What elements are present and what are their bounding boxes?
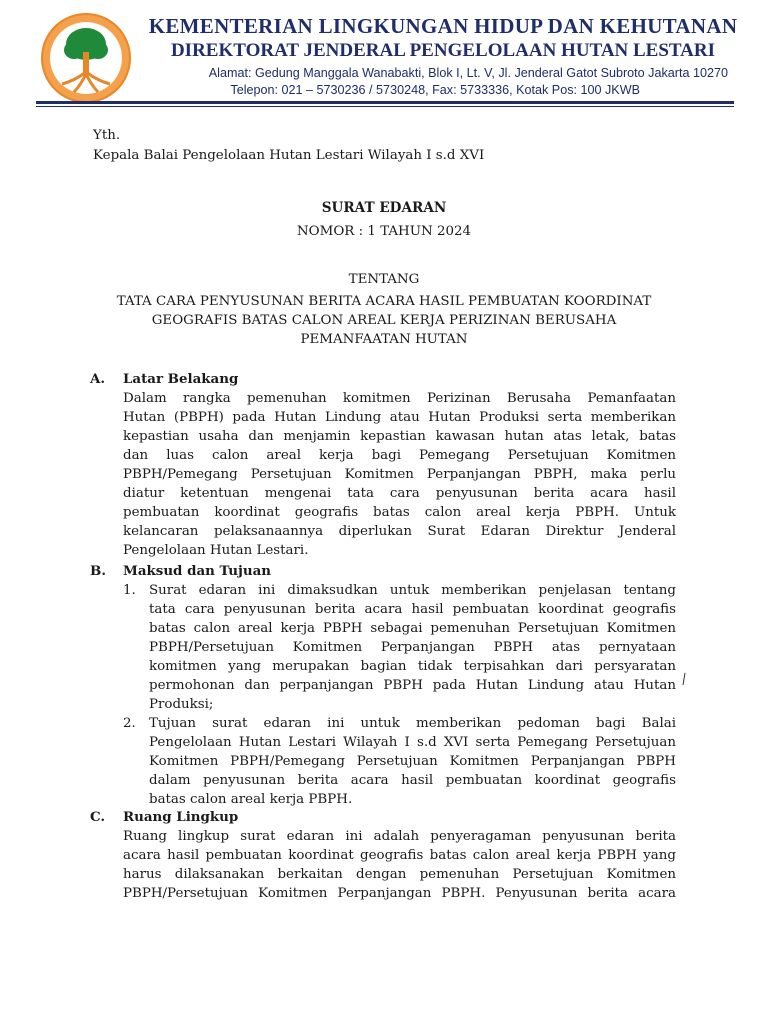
text-line: batas calon areal kerja PBPH. [149, 792, 353, 807]
document-about: TENTANG [348, 272, 420, 287]
text-line: Produksi; [149, 697, 214, 712]
text-line: Surat edaran ini dimaksudkan untuk memberikan penjelasan tentang [149, 583, 676, 598]
directorate-name: DIREKTORAT JENDERAL PENGELOLAAN HUTAN LESTARI [170, 40, 716, 61]
text-line: harus dilaksanakan berkaitan dengan pemenuhan Persetujuan Komitmen [123, 867, 676, 882]
text-line: pembuatan koordinat geografis batas calon areal kerja PBPH. Untuk [123, 505, 676, 520]
subject-line: TATA CARA PENYUSUNAN BERITA ACARA HASIL PEMBUATAN KOORDINAT [116, 294, 652, 309]
text-line: Dalam rangka pemenuhan komitmen Perizinan Berusaha Pemanfaatan [123, 391, 676, 406]
subject-line: GEOGRAFIS BATAS CALON AREAL KERJA PERIZINAN BERUSAHA [151, 313, 617, 328]
list-item-text [149, 581, 676, 714]
section-letter: B. [90, 563, 106, 579]
recipient-name: Kepala Balai Pengelolaan Hutan Lestari Wilayah I s.d XVI [93, 148, 485, 163]
text-line: PBPH/Persetujuan Komitmen Perpanjangan PBPH atas pernyataan [149, 640, 676, 655]
section-heading: Latar Belakang [123, 371, 239, 387]
section-paragraph [123, 389, 676, 560]
text-line: diatur ketentuan mengenai tata cara penyusunan berita acara hasil [123, 486, 676, 501]
office-address: Alamat: Gedung Manggala Wanabakti, Blok I, Lt. V, Jl. Jenderal Gatot Subroto Jakarta 10270 [208, 66, 728, 80]
office-phone: Telepon: 021 – 5730236 / 5730248, Fax: 5733336, Kotak Pos: 100 JKWB [230, 83, 640, 97]
pen-mark [682, 672, 686, 686]
recipient-block [93, 126, 484, 166]
section-heading: Ruang Lingkup [123, 809, 239, 825]
text-line: tata cara penyusunan berita acara hasil pembuatan koordinat geografis [149, 602, 676, 617]
section-letter: C. [90, 809, 106, 825]
tree-emblem-icon [40, 12, 132, 104]
text-line: dalam penyusunan berita acara hasil pembuatan koordinat geografis [149, 773, 676, 788]
subject-line: PEMANFAATAN HUTAN [300, 332, 468, 347]
text-line: kelancaran pelaksanaannya diperlukan Surat Edaran Direktur Jenderal [123, 524, 676, 539]
document-title: SURAT EDARAN [321, 200, 447, 216]
text-line: acara hasil pembuatan koordinat geografis batas calon areal kerja PBPH yang [123, 848, 676, 863]
text-line: Tujuan surat edaran ini untuk memberikan pedoman bagi Balai [149, 716, 676, 731]
text-line: Komitmen PBPH/Pemegang Persetujuan Komitmen Perpanjangan PBPH [149, 754, 676, 769]
letterhead [148, 14, 738, 99]
text-line: PBPH/Pemegang Persetujuan Komitmen Perpanjangan PBPH, maka perlu [123, 467, 676, 482]
section-paragraph [123, 827, 676, 903]
list-number: 2. [123, 716, 136, 731]
text-line: komitmen yang merupakan bagian tidak terpisahkan dari persyaratan [149, 659, 676, 674]
text-line: batas calon areal kerja PBPH sebagai pemenuhan Persetujuan Komitmen [149, 621, 676, 636]
letterhead-rule [36, 101, 734, 104]
section-heading: Maksud dan Tujuan [123, 563, 271, 579]
text-line: dan luas calon areal kerja bagi Pemegang Persetujuan Komitmen [123, 448, 676, 463]
list-item-text [149, 714, 676, 809]
text-line: PBPH/Persetujuan Komitmen Perpanjangan PBPH. Penyusunan berita acara [123, 886, 676, 901]
list-number: 1. [123, 583, 136, 598]
text-line: kepastian usaha dan menjamin kepastian kawasan hutan atas letak, batas [123, 429, 676, 444]
text-line: Hutan (PBPH) pada Hutan Lindung atau Hutan Produksi serta memberikan [123, 410, 676, 425]
section-letter: A. [90, 371, 106, 387]
document-subject [60, 292, 708, 349]
ministry-name: KEMENTERIAN LINGKUNGAN HIDUP DAN KEHUTANAN [148, 14, 738, 38]
salutation: Yth. [93, 128, 121, 143]
document-number: NOMOR : 1 TAHUN 2024 [296, 224, 472, 239]
text-line: permohonan dan perpanjangan PBPH pada Hutan Lindung atau Hutan [149, 678, 676, 693]
letterhead-rule-thin [36, 106, 734, 107]
text-line: Pengelolaan Hutan Lestari Wilayah I s.d XVI serta Pemegang Persetujuan [149, 735, 676, 750]
text-line: Pengelolaan Hutan Lestari. [123, 543, 309, 558]
text-line: Ruang lingkup surat edaran ini adalah penyeragaman penyusunan berita [123, 829, 676, 844]
